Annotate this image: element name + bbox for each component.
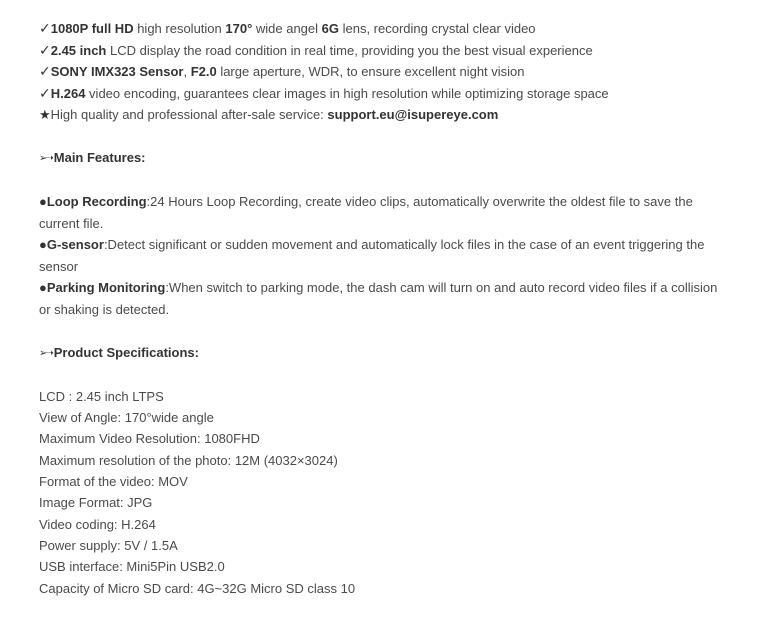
highlight-text: lens, recording crystal clear video	[339, 21, 536, 36]
spec-item: Maximum Video Resolution: 1080FHD	[39, 431, 260, 447]
highlight-line	[39, 40, 740, 62]
highlight-bold: 6G	[321, 21, 339, 36]
feature-item	[39, 234, 729, 277]
bullet-icon: ●	[39, 194, 47, 209]
highlight-text: wide angel	[252, 21, 322, 36]
service-line	[39, 104, 740, 126]
feature-title: Loop Recording	[46, 194, 147, 209]
highlight-bold: 170°	[225, 21, 253, 36]
main-features-heading	[39, 147, 740, 170]
highlight-bold: F2.0	[190, 64, 217, 79]
bullet-icon: ●	[39, 237, 47, 252]
spec-item: Maximum resolution of the photo: 12M (4032×3024)	[39, 452, 338, 468]
service-text: High quality and professional after-sale service:	[50, 107, 328, 122]
star-icon: ★	[39, 107, 51, 122]
spec-item: Video coding: H.264	[39, 516, 156, 532]
main-features-title: Main Features:	[53, 150, 146, 165]
highlight-line	[39, 18, 740, 40]
highlight-bold: SONY IMX323 Sensor	[50, 64, 184, 79]
feature-title: G-sensor	[46, 237, 104, 252]
feature-item	[39, 191, 729, 234]
feature-title: Parking Monitoring	[46, 280, 166, 295]
highlight-line	[39, 83, 740, 105]
feature-text: :Detect significant or sudden movement and automatically lock files in the case of an event triggering the sensor	[39, 237, 705, 274]
arrow-icon: ➢➝	[39, 347, 52, 359]
highlight-bold: H.264	[50, 85, 86, 101]
support-email: support.eu@isupereye.com	[327, 107, 499, 122]
product-specs-title: Product Specifications:	[53, 344, 199, 360]
spec-item: View of Angle: 170°wide angle	[39, 409, 214, 425]
spec-item: Capacity of Micro SD card: 4G~32G Micro SD class 10	[39, 580, 356, 596]
checkmark-icon: ✓	[39, 84, 51, 101]
feature-text: :24 Hours Loop Recording, create video clips, automatically overwrite the oldest file to save the current file.	[39, 194, 693, 231]
product-specs-heading	[39, 342, 740, 365]
spec-item: Power supply: 5V / 1.5A	[39, 537, 178, 553]
highlight-text: ,	[183, 64, 191, 79]
highlight-text: video encoding, guarantees clear images in high resolution while optimizing storage space	[85, 85, 609, 101]
bullet-icon: ●	[39, 280, 47, 295]
checkmark-icon: ✓	[39, 41, 51, 58]
spec-item: Format of the video: MOV	[39, 473, 188, 489]
highlight-text: LCD display the road condition in real time, providing you the best visual experience	[106, 42, 593, 58]
spec-item: USB interface: Mini5Pin USB2.0	[39, 559, 225, 575]
checkmark-icon: ✓	[39, 20, 51, 36]
spec-item: LCD : 2.45 inch LTPS	[39, 388, 164, 404]
spec-item: Image Format: JPG	[39, 495, 153, 511]
highlight-bold: 1080P full HD	[50, 21, 134, 36]
highlight-line	[39, 61, 740, 83]
feature-text: :When switch to parking mode, the dash cam will turn on and auto record video files if a collision or shaking is detected.	[39, 280, 718, 317]
feature-item	[39, 277, 729, 320]
arrow-icon: ➢➝	[39, 153, 52, 164]
highlight-text: high resolution	[133, 21, 226, 36]
highlight-text: large aperture, WDR, to ensure excellent night vision	[216, 64, 525, 79]
checkmark-icon: ✓	[39, 63, 51, 79]
highlight-bold: 2.45 inch	[50, 42, 107, 58]
